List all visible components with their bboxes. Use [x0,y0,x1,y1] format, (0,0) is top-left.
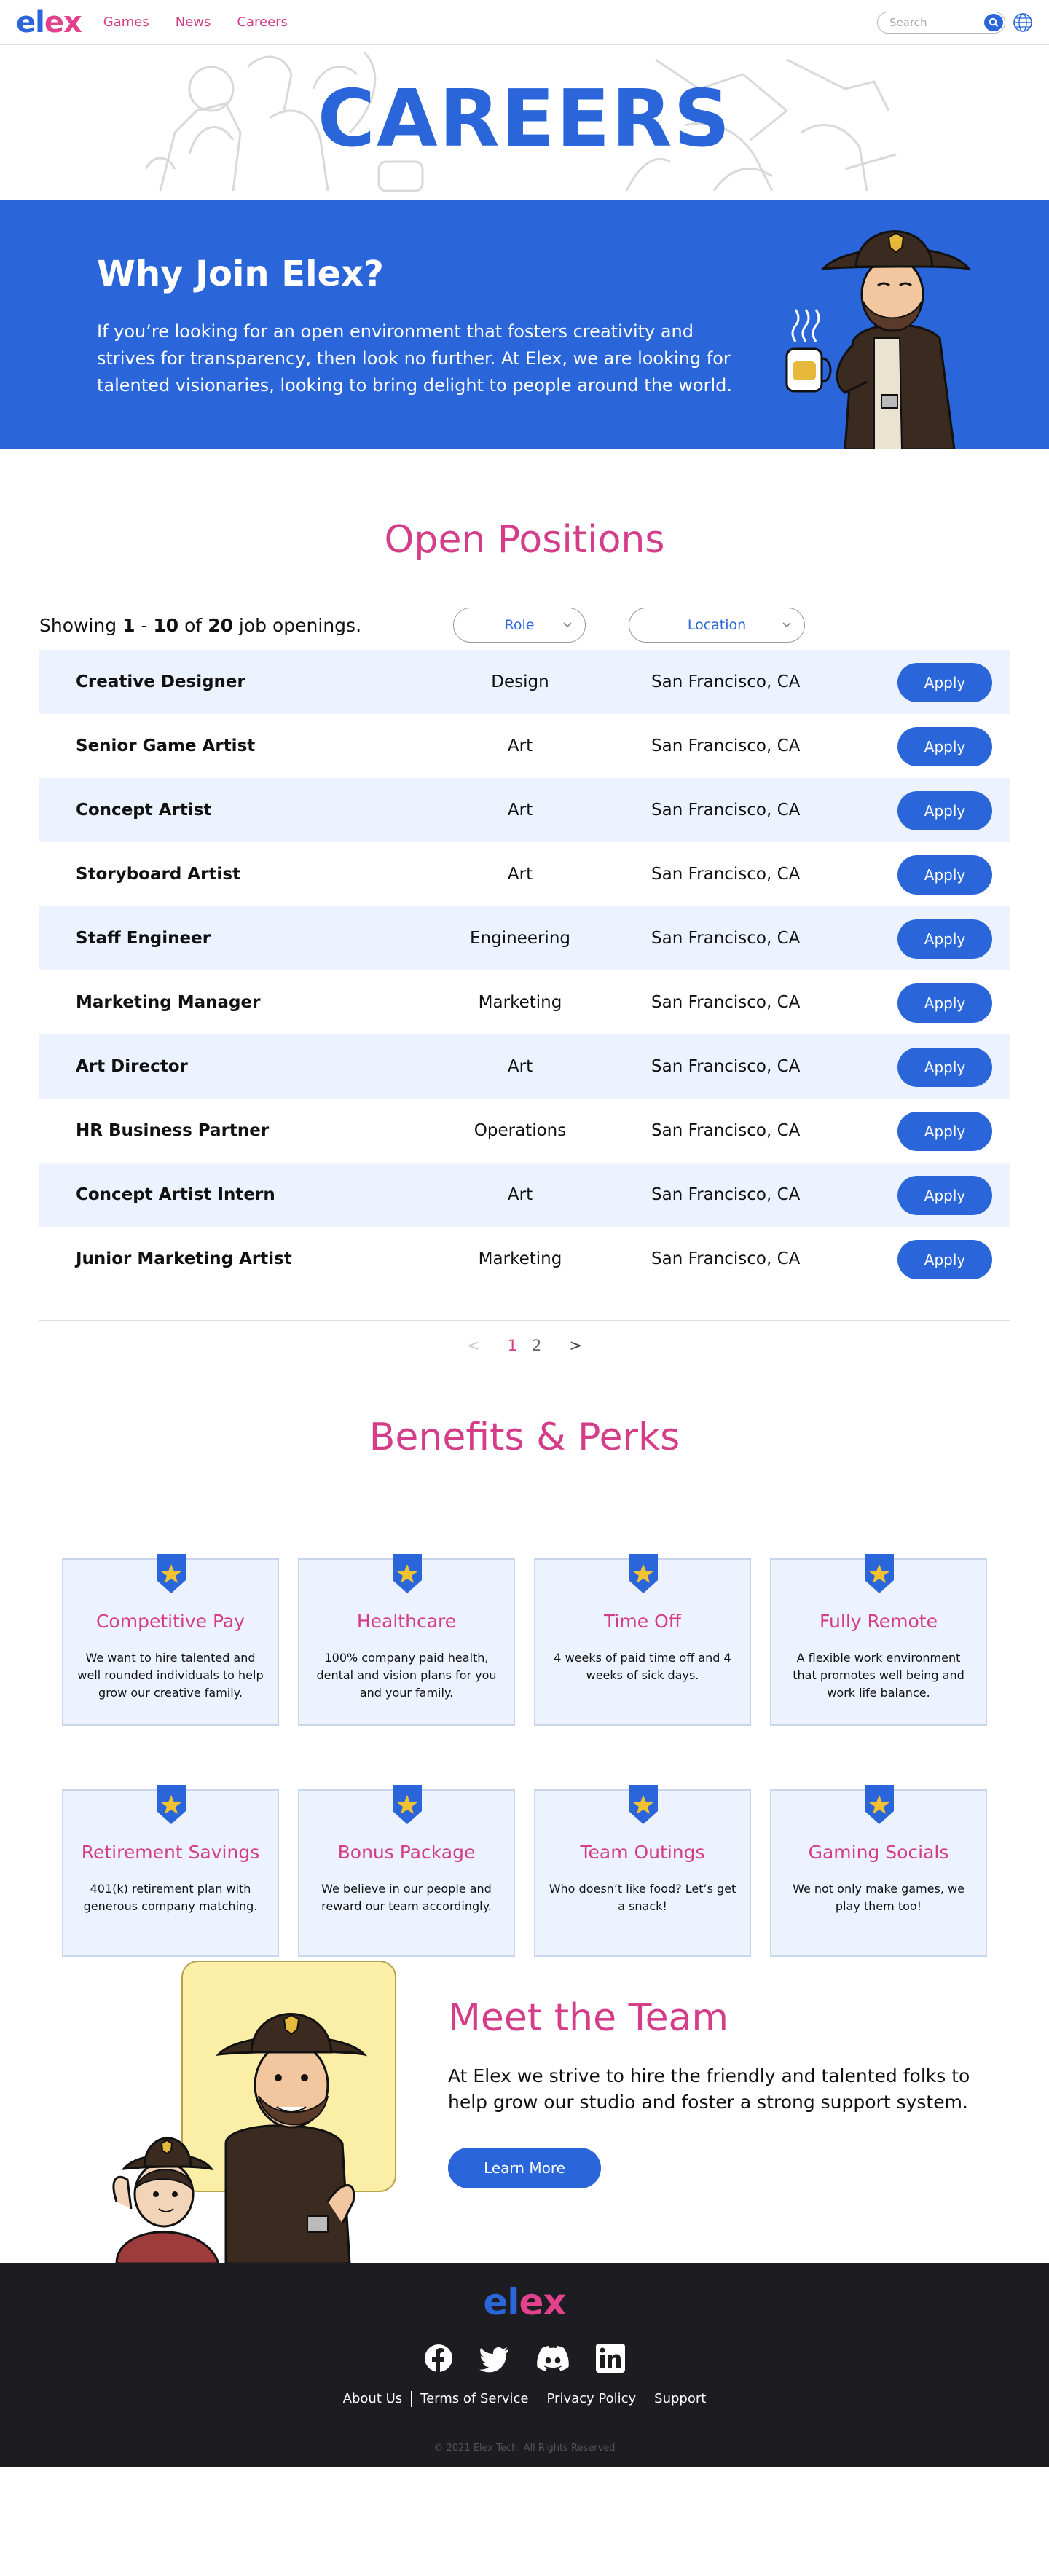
team-mascots-illustration [109,1961,401,2263]
job-department: Art [507,1057,533,1076]
apply-button[interactable]: Apply [897,855,992,895]
perk-card [62,1558,279,1726]
benefits-section [0,1354,1049,1961]
location-filter-dropdown[interactable]: Location [629,608,805,643]
job-list [39,650,1010,1291]
job-row [39,1227,1010,1291]
job-title[interactable]: Storyboard Artist [76,865,241,884]
job-row [39,970,1010,1034]
job-title[interactable]: Staff Engineer [76,929,211,948]
star-shield-icon [390,1785,425,1826]
job-location: San Francisco, CA [651,1057,801,1076]
job-department: Marketing [478,993,562,1012]
job-row [39,1099,1010,1163]
perk-card [534,1789,751,1957]
apply-button[interactable]: Apply [897,1048,992,1087]
search-input[interactable] [889,16,977,29]
job-location: San Francisco, CA [651,737,801,755]
elex-logo[interactable]: elex [16,5,82,39]
chevron-down-icon [562,619,573,631]
pagination-next[interactable]: > [569,1337,582,1354]
nav-link-careers[interactable]: Careers [237,15,288,30]
meet-the-team-section [0,1961,1049,2263]
job-location: San Francisco, CA [651,1185,801,1204]
job-department: Art [507,1185,533,1204]
apply-button[interactable]: Apply [897,663,992,702]
job-row [39,714,1010,778]
perk-card [534,1558,751,1726]
linkedin-icon[interactable] [596,2344,625,2373]
job-title[interactable]: HR Business Partner [76,1121,270,1140]
job-row [39,778,1010,842]
hero-title: CAREERS [317,74,732,165]
facebook-icon[interactable] [424,2344,453,2373]
perk-title: Time Off [603,1611,682,1632]
perk-card [298,1789,515,1957]
globe-icon[interactable] [1013,12,1033,33]
chevron-down-icon [781,619,793,631]
why-title: Why Join Elex? [97,254,384,294]
job-title[interactable]: Concept Artist Intern [76,1185,275,1204]
job-department: Marketing [478,1249,562,1268]
perk-title: Fully Remote [820,1611,938,1632]
star-shield-icon [390,1554,425,1595]
job-department: Art [507,737,533,755]
star-shield-icon [154,1554,189,1595]
search-box [877,12,1005,34]
apply-button[interactable]: Apply [897,791,992,830]
star-shield-icon [626,1554,661,1595]
footer-link-support[interactable]: Support [654,2391,707,2406]
footer-link-about[interactable]: About Us [334,2391,412,2407]
copyright: © 2021 Elex Tech. All Rights Reserved [433,2443,616,2454]
apply-button[interactable]: Apply [897,919,992,959]
twitter-icon[interactable] [479,2344,510,2373]
perk-text: Who doesn’t like food? Let’s get a snack! [549,1882,736,1913]
careers-hero [0,45,1049,200]
job-department: Operations [474,1121,567,1140]
perk-title: Gaming Socials [808,1842,949,1863]
job-row [39,1163,1010,1227]
job-title[interactable]: Marketing Manager [76,993,261,1012]
job-title[interactable]: Junior Marketing Artist [76,1249,292,1268]
job-location: San Francisco, CA [651,929,801,948]
apply-button[interactable]: Apply [897,1112,992,1151]
job-location: San Francisco, CA [651,801,801,820]
perk-text: We not only make games, we play them too! [793,1882,964,1913]
job-department: Design [491,672,549,691]
pagination-page-2[interactable]: 2 [532,1337,542,1354]
star-shield-icon [862,1554,897,1595]
social-links [0,2344,1049,2373]
open-positions-title: Open Positions [384,518,665,562]
job-location: San Francisco, CA [651,865,801,884]
job-title[interactable]: Creative Designer [76,672,245,691]
job-department: Art [507,801,533,820]
perk-text: 401(k) retirement plan with generous company matching. [83,1882,258,1913]
nav-tools [877,12,1033,34]
footer-logo[interactable]: elex [483,2281,566,2323]
pagination-prev[interactable]: < [467,1337,480,1354]
job-filters [39,608,1010,643]
footer-link-terms[interactable]: Terms of Service [412,2391,538,2407]
star-shield-icon [626,1785,661,1826]
team-title: Meet the Team [448,1996,729,2040]
perk-text: We want to hire talented and well rounded individuals to help grow our creative family. [77,1651,264,1700]
search-icon[interactable] [984,14,1003,31]
why-join-banner [0,200,1049,449]
perk-card [770,1558,987,1726]
apply-button[interactable]: Apply [897,1240,992,1279]
perk-text: We believe in our people and reward our team accordingly. [321,1882,492,1913]
perk-text: A flexible work environment that promotes well being and work life balance. [793,1651,964,1700]
main-menu [103,15,288,30]
discord-icon[interactable] [536,2344,570,2373]
perks-grid [0,1480,1049,1961]
perk-card [770,1789,987,1957]
showing-count: Showing 1 - 10 of 20 job openings. [39,614,362,636]
nav-link-games[interactable]: Games [103,15,149,30]
job-location: San Francisco, CA [651,1249,801,1268]
job-location: San Francisco, CA [651,1121,801,1140]
job-title[interactable]: Concept Artist [76,801,212,820]
job-department: Art [507,865,533,884]
job-department: Engineering [470,929,570,948]
job-title[interactable]: Senior Game Artist [76,737,256,755]
perk-card [62,1789,279,1957]
job-location: San Francisco, CA [651,993,801,1012]
star-shield-icon [154,1785,189,1826]
sheriff-mascot-illustration [772,200,976,449]
team-text: At Elex we strive to hire the friendly and talented folks to help grow our studio and foster a strong support system. [448,2065,970,2113]
section-divider [39,1320,1010,1321]
job-title[interactable]: Art Director [76,1057,188,1076]
perk-title: Bonus Package [337,1842,476,1863]
top-nav [0,0,1049,45]
job-row [39,650,1010,714]
perk-text: 4 weeks of paid time off and 4 weeks of sick days. [554,1651,731,1682]
nav-link-news[interactable]: News [175,15,211,30]
pagination-page-1[interactable]: 1 [507,1337,517,1354]
perk-title: Team Outings [580,1842,705,1863]
job-row [39,906,1010,970]
role-filter-dropdown[interactable]: Role [453,608,586,643]
star-shield-icon [862,1785,897,1826]
perk-title: Healthcare [356,1611,457,1632]
footer-link-privacy[interactable]: Privacy Policy [538,2391,646,2407]
perk-text: 100% company paid health, dental and vision plans for you and your family. [316,1651,497,1700]
perk-title: Retirement Savings [81,1842,260,1863]
why-text: If you’re looking for an open environment that fosters creativity and strives for transparency, then look no further. At Elex, we are looking for talented visionaries, looking to bring delight to people around the world. [97,321,733,396]
job-row [39,1034,1010,1099]
apply-button[interactable]: Apply [897,1176,992,1215]
pagination [0,1337,1049,1354]
job-row [39,842,1010,906]
benefits-title: Benefits & Perks [369,1415,680,1459]
learn-more-button[interactable]: Learn More [448,2148,601,2188]
open-positions-section [0,449,1049,1354]
apply-button[interactable]: Apply [897,983,992,1023]
job-location: San Francisco, CA [651,672,801,691]
perk-card [298,1558,515,1726]
footer-links [0,2391,1049,2407]
perk-title: Competitive Pay [95,1611,245,1632]
site-footer [0,2263,1049,2467]
apply-button[interactable]: Apply [897,727,992,766]
